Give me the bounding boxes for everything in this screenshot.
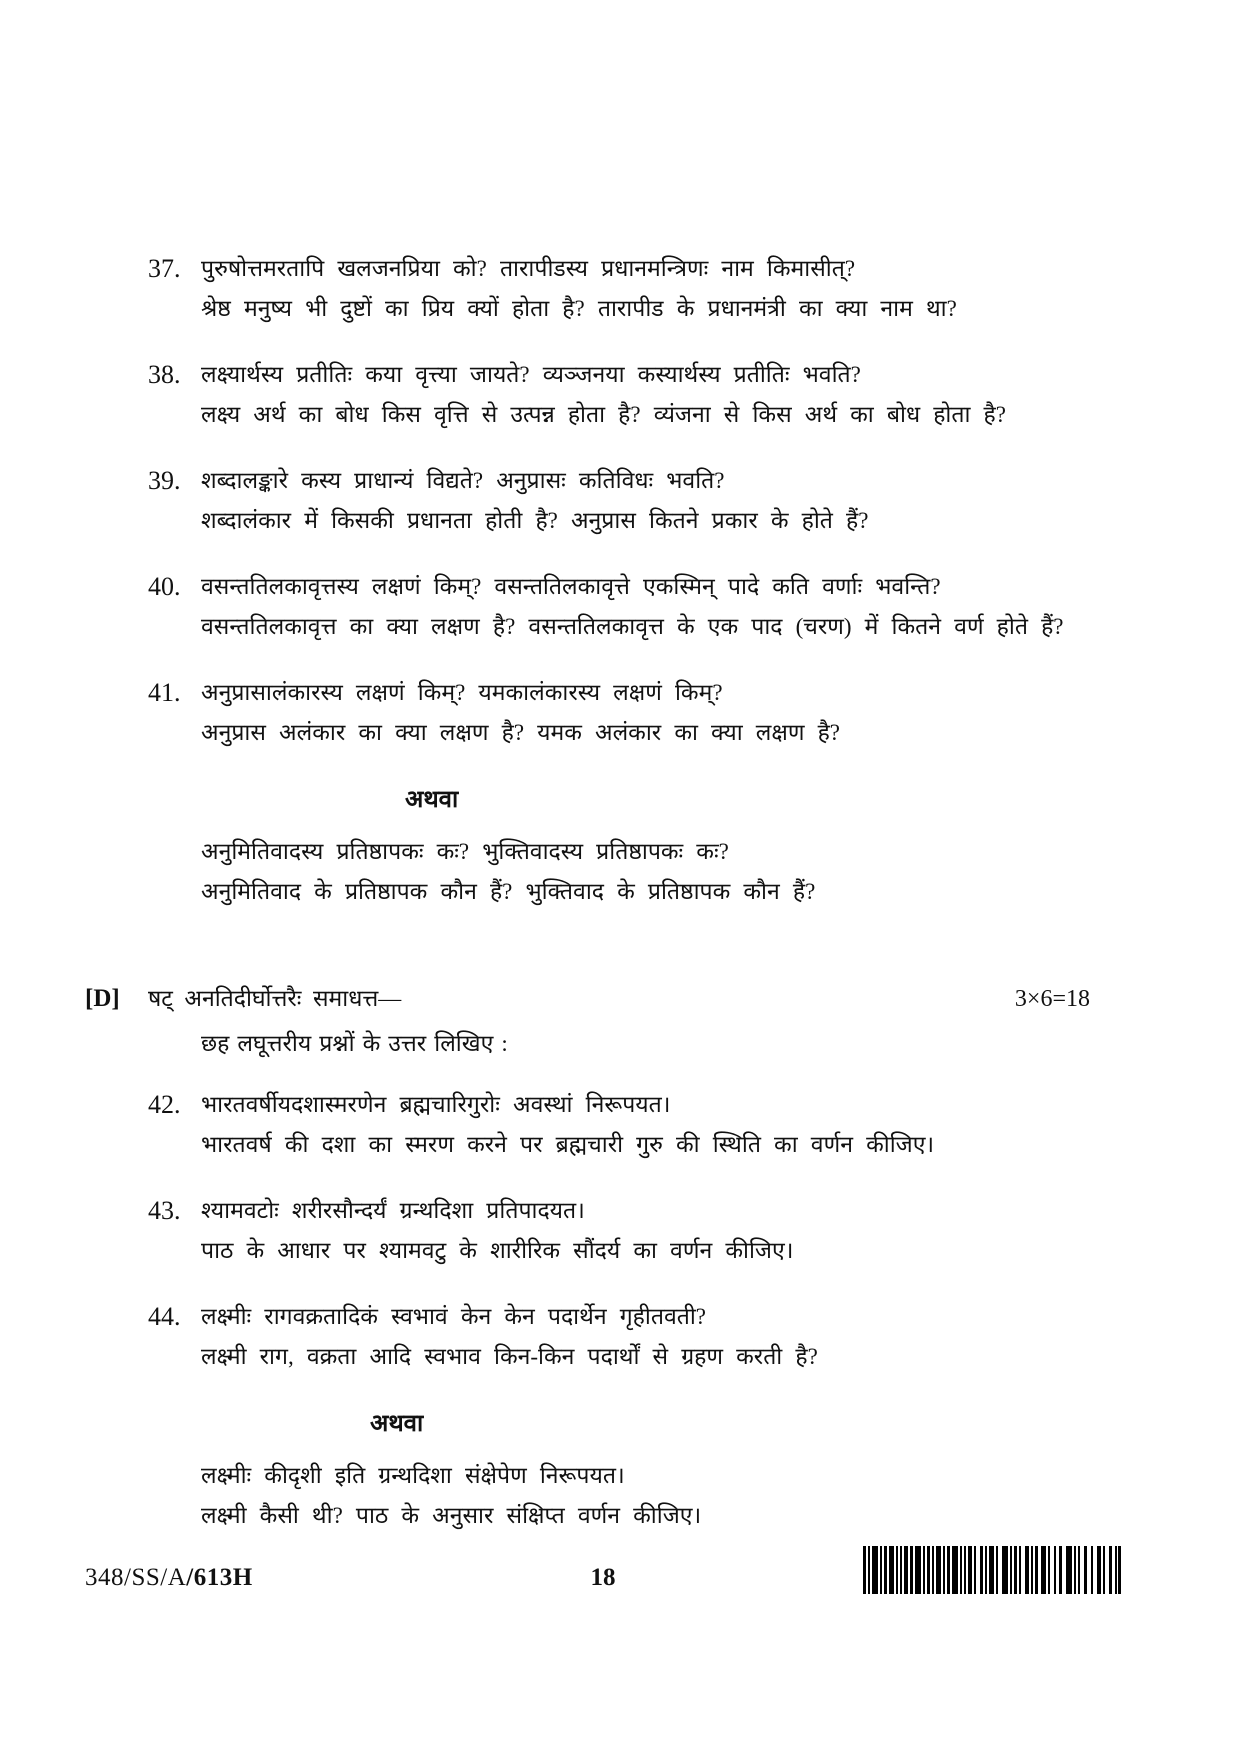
paper-code-suffix: /613H [186, 1564, 253, 1591]
question-hindi: लक्ष्य अर्थ का बोध किस वृत्ति से उत्पन्न होता है? व्यंजना से किस अर्थ का बोध होता है? [201, 402, 1006, 427]
question-sanskrit: श्यामवटोः शरीरसौन्दर्यं ग्रन्थदिशा प्रतिपादयत। [201, 1198, 585, 1223]
question-hindi: अनुप्रास अलंकार का क्या लक्षण है? यमक अलंकार का क्या लक्षण है? [201, 720, 841, 745]
question-sanskrit: लक्ष्मीः रागवक्रतादिकं स्वभावं केन केन पदार्थेन गृहीतवती? [201, 1304, 707, 1329]
page-footer [85, 1556, 1121, 1606]
question-41 [148, 676, 1090, 749]
question-hindi: श्रेष्ठ मनुष्य भी दुष्टों का प्रिय क्यों होता है? तारापीड के प्रधानमंत्री का क्या नाम था? [201, 296, 957, 321]
question-number: 44. [148, 1302, 181, 1331]
or-divider-label: अथवा [405, 787, 459, 813]
question-44-alternative [201, 1459, 1090, 1532]
question-number: 37. [148, 254, 181, 283]
question-hindi: वसन्ततिलकावृत्त का क्या लक्षण है? वसन्ततिलकावृत्त के एक पाद (चरण) में कितने वर्ण होते हैं? [201, 614, 1064, 639]
barcode [863, 1546, 1121, 1594]
question-39 [148, 464, 1090, 537]
section-d-header [85, 982, 1090, 1016]
question-sanskrit: वसन्ततिलकावृत्तस्य लक्षणं किम्? वसन्ततिलकावृत्ते एकस्मिन् पादे कति वर्णाः भवन्ति? [201, 574, 941, 599]
question-hindi: अनुमितिवाद के प्रतिष्ठापक कौन हैं? भुक्तिवाद के प्रतिष्ठापक कौन हैं? [201, 879, 816, 904]
page-number: 18 [590, 1564, 616, 1591]
section-instruction-sanskrit: षट् अनतिदीर्घोत्तरैः समाधत्त— [148, 986, 402, 1011]
question-42 [148, 1088, 1090, 1161]
question-37 [148, 252, 1090, 325]
question-number: 43. [148, 1196, 181, 1225]
paper-code-prefix: 348/SS/A [85, 1564, 187, 1591]
or-divider-label: अथवा [370, 1411, 424, 1437]
section-marks: 3×6=18 [1014, 986, 1090, 1012]
question-sanskrit: अनुमितिवादस्य प्रतिष्ठापकः कः? भुक्तिवादस्य प्रतिष्ठापकः कः? [201, 839, 729, 864]
question-41-alternative [201, 835, 1090, 908]
question-hindi: पाठ के आधार पर श्यामवटु के शारीरिक सौंदर्य का वर्णन कीजिए। [201, 1238, 794, 1263]
question-sanskrit: लक्ष्मीः कीदृशी इति ग्रन्थदिशा संक्षेपेण निरूपयत। [201, 1463, 625, 1488]
question-43 [148, 1194, 1090, 1267]
section-marker: [D] [85, 985, 120, 1012]
section-instruction-hindi: छह लघूत्तरीय प्रश्नों के उत्तर लिखिए : [201, 1031, 508, 1056]
question-40 [148, 570, 1090, 643]
question-hindi: भारतवर्ष की दशा का स्मरण करने पर ब्रह्मचारी गुरु की स्थिति का वर्णन कीजिए। [201, 1132, 935, 1157]
question-sanskrit: पुरुषोत्तमरतापि खलजनप्रिया को? तारापीडस्य प्रधानमन्त्रिणः नाम किमासीत्? [201, 256, 856, 281]
question-sanskrit: लक्ष्यार्थस्य प्रतीतिः कया वृत्त्या जायते? व्यञ्जनया कस्यार्थस्य प्रतीतिः भवति? [201, 362, 861, 387]
question-number: 42. [148, 1090, 181, 1119]
page-content [85, 252, 1090, 1565]
question-sanskrit: अनुप्रासालंकारस्य लक्षणं किम्? यमकालंकारस्य लक्षणं किम्? [201, 680, 723, 705]
question-sanskrit: भारतवर्षीयदशास्मरणेन ब्रह्मचारिगुरोः अवस्थां निरूपयत। [201, 1092, 671, 1117]
question-number: 41. [148, 678, 181, 707]
question-hindi: लक्ष्मी राग, वक्रता आदि स्वभाव किन-किन पदार्थों से ग्रहण करती है? [201, 1344, 818, 1369]
question-44 [148, 1300, 1090, 1373]
question-hindi: लक्ष्मी कैसी थी? पाठ के अनुसार संक्षिप्त वर्णन कीजिए। [201, 1503, 702, 1528]
question-number: 39. [148, 466, 181, 495]
question-hindi: शब्दालंकार में किसकी प्रधानता होती है? अनुप्रास कितने प्रकार के होते हैं? [201, 508, 869, 533]
question-number: 40. [148, 572, 181, 601]
question-number: 38. [148, 360, 181, 389]
question-38 [148, 358, 1090, 431]
question-sanskrit: शब्दालङ्कारे कस्य प्राधान्यं विद्यते? अनुप्रासः कतिविधः भवति? [201, 468, 725, 493]
